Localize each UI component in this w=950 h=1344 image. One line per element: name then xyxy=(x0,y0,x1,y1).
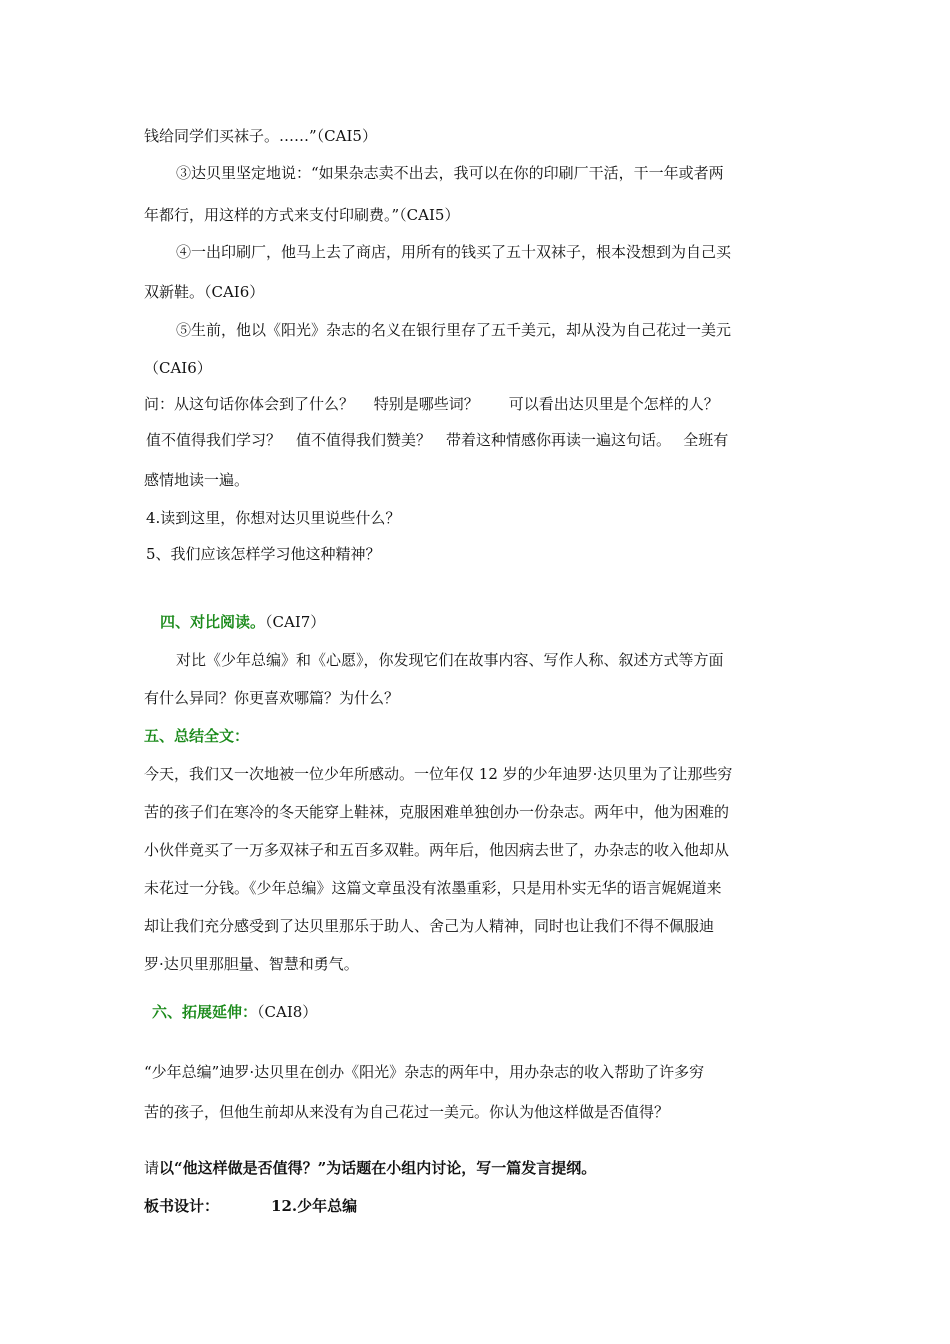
text-line: 今天，我们又一次地被一位少年所感动。一位年仅 12 岁的少年迪罗·达贝里为了让那些穷 xyxy=(144,765,733,783)
text-line: 苦的孩子们在寒冷的冬天能穿上鞋袜，克服困难单独创办一份杂志。两年中，他为困难的 xyxy=(144,803,730,821)
text-line: 问：从这句话你体会到了什么？ 特别是哪些词？ 可以看出达贝里是个怎样的人？ xyxy=(144,395,719,413)
text-line: ③达贝里坚定地说：“如果杂志卖不出去，我可以在你的印刷厂干活，干一年或者两 xyxy=(176,164,724,182)
section-4-heading: 四、对比阅读。 xyxy=(160,613,266,631)
board-title: 12.少年总编 xyxy=(271,1197,358,1215)
section-6-heading: 六、拓展延伸： xyxy=(152,1003,258,1021)
text-line: 钱给同学们买袜子。……”（CAI5） xyxy=(144,127,377,145)
text-line: 值不值得我们学习？ 值不值得我们赞美？ 带着这种情感你再读一遍这句话。 全班有 xyxy=(146,431,729,449)
text-line: 感情地读一遍。 xyxy=(144,471,250,489)
task-prefix: 请 xyxy=(144,1159,160,1177)
section-4-ref: （CAI7） xyxy=(265,613,326,631)
text-line: “少年总编”迪罗·达贝里在创办《阳光》杂志的两年中，用办杂志的收入帮助了许多穷 xyxy=(144,1063,705,1081)
text-line: 年都行，用这样的方式来支付印刷费。”（CAI5） xyxy=(144,206,460,224)
text-line: （CAI6） xyxy=(144,359,212,377)
text-line: 未花过一分钱。《少年总编》这篇文章虽没有浓墨重彩，只是用朴实无华的语言娓娓道来 xyxy=(144,879,722,897)
section-5-heading: 五、总结全文： xyxy=(144,727,250,745)
text-line: 罗·达贝里那胆量、智慧和勇气。 xyxy=(144,955,359,973)
section-6-heading-line xyxy=(152,1002,317,1022)
board-label: 板书设计： xyxy=(144,1197,220,1215)
section-4-heading-line xyxy=(160,612,325,632)
task-text: 以“他这样做是否值得？”为话题在小组内讨论，写一篇发言提纲。 xyxy=(159,1159,597,1177)
text-line: 4.读到这里，你想对达贝里说些什么？ xyxy=(146,509,401,527)
text-line: 小伙伴竟买了一万多双袜子和五百多双鞋。两年后，他因病去世了，办杂志的收入他却从 xyxy=(144,841,730,859)
board-design-line xyxy=(144,1196,357,1216)
text-line: 却让我们充分感受到了达贝里那乐于助人、舍己为人精神，同时也让我们不得不佩服迪 xyxy=(144,917,715,935)
task-line xyxy=(144,1158,596,1178)
text-line: ⑤生前，他以《阳光》杂志的名义在银行里存了五千美元，却从没为自己花过一美元 xyxy=(176,321,732,339)
text-line: 对比《少年总编》和《心愿》，你发现它们在故事内容、写作人称、叙述方式等方面 xyxy=(176,651,724,669)
text-line: ④一出印刷厂，他马上去了商店，用所有的钱买了五十双袜子，根本没想到为自己买 xyxy=(176,243,732,261)
text-line: 有什么异同？你更喜欢哪篇？为什么？ xyxy=(144,689,400,707)
text-line: 双新鞋。（CAI6） xyxy=(144,283,265,301)
section-6-ref: （CAI8） xyxy=(257,1003,318,1021)
text-line: 苦的孩子，但他生前却从来没有为自己花过一美元。你认为他这样做是否值得？ xyxy=(144,1103,670,1121)
text-line: 5、我们应该怎样学习他这种精神？ xyxy=(146,545,381,563)
